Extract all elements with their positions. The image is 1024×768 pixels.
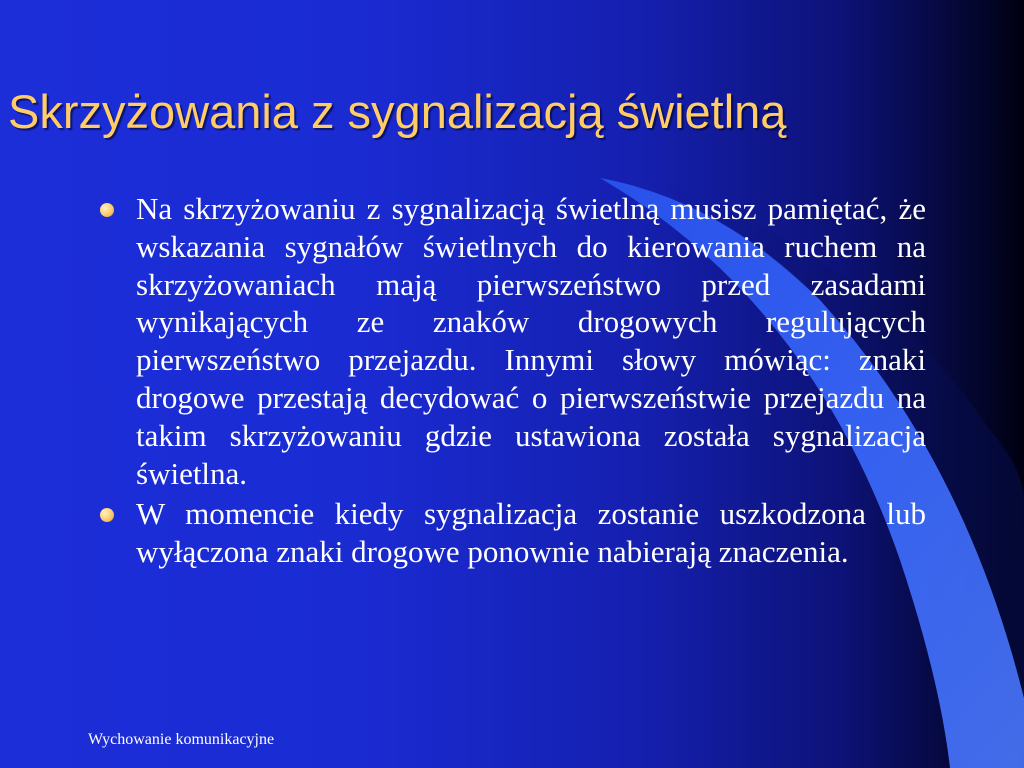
bullet-dot-icon	[100, 508, 114, 522]
footer-text: Wychowanie komunikacyjne	[88, 731, 275, 748]
slide-title: Skrzyżowania z sygnalizacją świetlną	[8, 85, 787, 138]
bullet-list	[100, 190, 926, 574]
bullet-text: W momencie kiedy sygnalizacja zostanie uszkodzona lub wyłączona znaki drogowe ponownie nabierają znaczenia.	[136, 496, 926, 570]
bullet-item	[100, 495, 926, 571]
bullet-item	[100, 190, 926, 492]
bullet-text: Na skrzyżowaniu z sygnalizacją świetlną musisz pamiętać, że wskazania sygnałów świetlnych do kierowania ruchem na skrzyżowaniach mają pierwszeństwo przed zasadami wynikających ze znaków drogowych regulujących pierwszeństwo przejazdu. Innymi słowy mówiąc: znaki drogowe przestają decydować o pierwszeństwie przejazdu na takim skrzyżowaniu gdzie ustawiona została sygnalizacja świetlna.	[136, 191, 926, 491]
bullet-dot-icon	[100, 203, 114, 217]
